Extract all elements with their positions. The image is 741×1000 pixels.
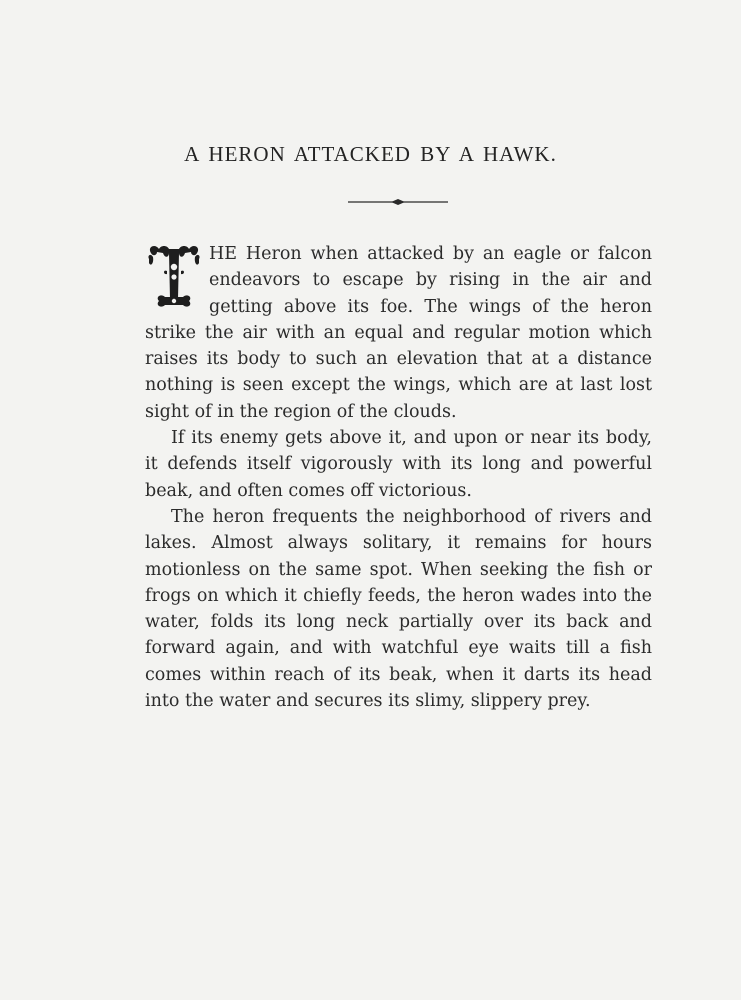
paragraph-3: The heron frequents the neighborhood of rivers and lakes. Almost always solitary, it remains for hours motionless on the same spot. When seeking the fish or frogs on which it chiefly feeds, the heron wades into the water, folds its long neck partially over its back and forward again, and with watchful eye waits till a fish comes within reach of its beak, when it darts its head into the water and secures its slimy, slippery prey.	[145, 506, 652, 712]
article-body	[145, 241, 652, 714]
title-ornament-divider	[348, 196, 448, 208]
paragraph-1	[145, 241, 652, 425]
page-title: A HERON ATTACKED BY A HAWK.	[184, 142, 557, 166]
ornamental-drop-cap-t	[145, 243, 203, 311]
paragraph-2: If its enemy gets above it, and upon or near its body, it defends itself vigorously with its long and powerful beak, and often comes off victorious.	[145, 428, 652, 501]
paragraph-1-text: HE Heron when attacked by an eagle or falcon endeavors to escape by rising in the air and getting above its foe. The wings of the heron strike the air with an equal and regular motion which raises its body to such an elevation that at a distance nothing is seen except the wings, which are at last lost sight of in the region of the clouds.	[145, 244, 652, 422]
